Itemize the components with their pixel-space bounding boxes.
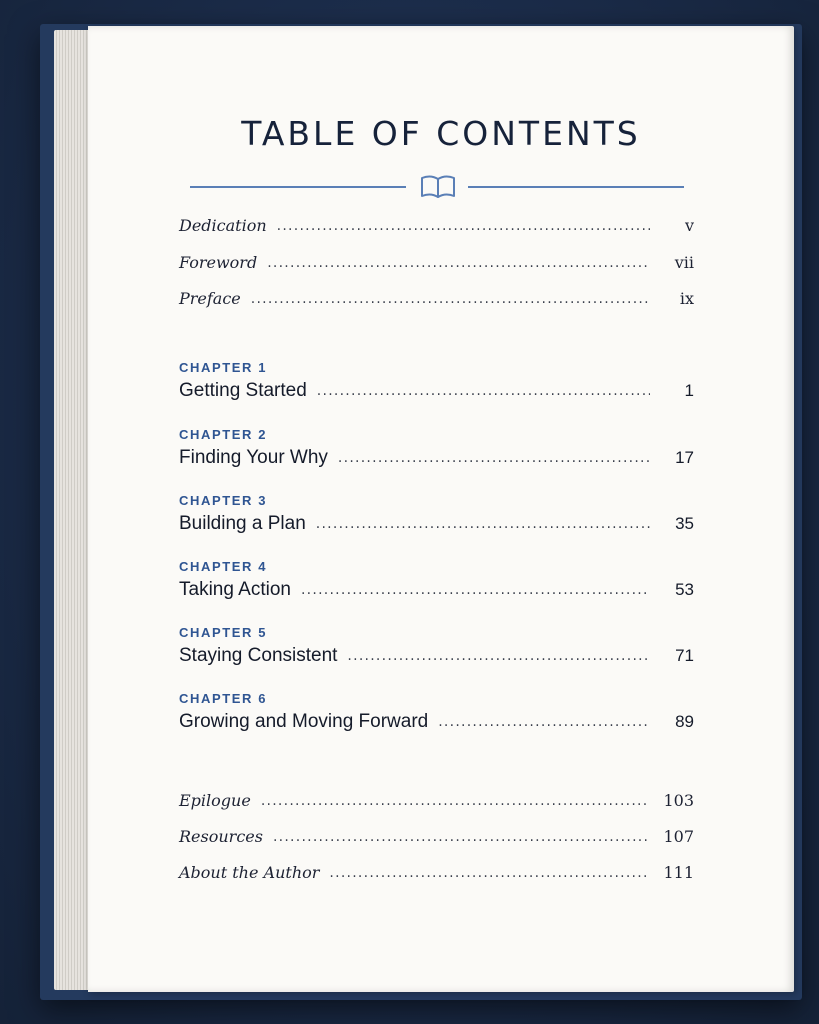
toc-entry-foreword[interactable] — [179, 253, 694, 272]
toc-entry-label: Preface — [179, 289, 241, 308]
toc-entry-label: Foreword — [179, 253, 258, 272]
chapter-title: Finding Your Why — [179, 447, 328, 468]
toc-entry-resources[interactable] — [179, 827, 694, 846]
toc-chapter-6[interactable] — [179, 711, 694, 733]
toc-entry-label: Dedication — [179, 216, 267, 235]
dot-leader — [329, 865, 649, 881]
toc-page-number: 35 — [675, 514, 694, 533]
toc-page-number: 107 — [663, 827, 694, 846]
title-ornament — [190, 172, 684, 202]
toc-page-number: vii — [674, 253, 694, 272]
dot-leader — [347, 648, 650, 664]
chapter-title: Building a Plan — [179, 513, 306, 534]
toc-entry-label: Epilogue — [179, 791, 251, 810]
dot-leader — [273, 829, 650, 845]
toc-page-number: 89 — [675, 712, 694, 731]
chapter-number-1: CHAPTER 1 — [179, 360, 268, 375]
dot-leader — [317, 383, 650, 399]
toc-page-number: 103 — [663, 791, 694, 810]
ornament-line-right — [468, 186, 684, 188]
toc-entry-label: Resources — [179, 827, 263, 846]
toc-page-number: 71 — [675, 646, 694, 665]
toc-page-number: 53 — [675, 580, 694, 599]
chapter-number-5: CHAPTER 5 — [179, 625, 268, 640]
toc-chapter-1[interactable] — [179, 380, 694, 402]
toc-entry-about-the-author[interactable] — [179, 863, 694, 882]
chapter-number-2: CHAPTER 2 — [179, 427, 268, 442]
book-page — [88, 26, 794, 992]
chapter-number-6: CHAPTER 6 — [179, 691, 268, 706]
dot-leader — [277, 218, 650, 234]
dot-leader — [316, 516, 650, 532]
toc-page-number: 1 — [684, 381, 694, 400]
chapter-title: Taking Action — [179, 579, 291, 600]
toc-page-number: v — [684, 216, 694, 235]
chapter-title: Staying Consistent — [179, 645, 338, 666]
toc-entry-label: About the Author — [179, 863, 320, 882]
chapter-title: Growing and Moving Forward — [179, 711, 429, 732]
toc-page-number: 17 — [675, 448, 694, 467]
dot-leader — [438, 714, 650, 730]
open-book-icon — [420, 174, 456, 200]
page-title: TABLE OF CONTENTS — [241, 114, 641, 153]
toc-entry-epilogue[interactable] — [179, 791, 694, 810]
chapter-title: Getting Started — [179, 380, 307, 401]
toc-page-number: 111 — [663, 863, 694, 882]
toc-entry-dedication[interactable] — [179, 216, 694, 235]
dot-leader — [267, 255, 650, 271]
toc-entry-preface[interactable] — [179, 289, 694, 308]
toc-chapter-3[interactable] — [179, 513, 694, 535]
dot-leader — [338, 450, 650, 466]
chapter-number-4: CHAPTER 4 — [179, 559, 268, 574]
toc-chapter-5[interactable] — [179, 645, 694, 667]
ornament-line-left — [190, 186, 406, 188]
toc-page-number: ix — [679, 289, 694, 308]
chapter-number-3: CHAPTER 3 — [179, 493, 268, 508]
toc-chapter-2[interactable] — [179, 447, 694, 469]
toc-chapter-4[interactable] — [179, 579, 694, 601]
dot-leader — [261, 793, 650, 809]
dot-leader — [301, 582, 650, 598]
dot-leader — [251, 291, 650, 307]
